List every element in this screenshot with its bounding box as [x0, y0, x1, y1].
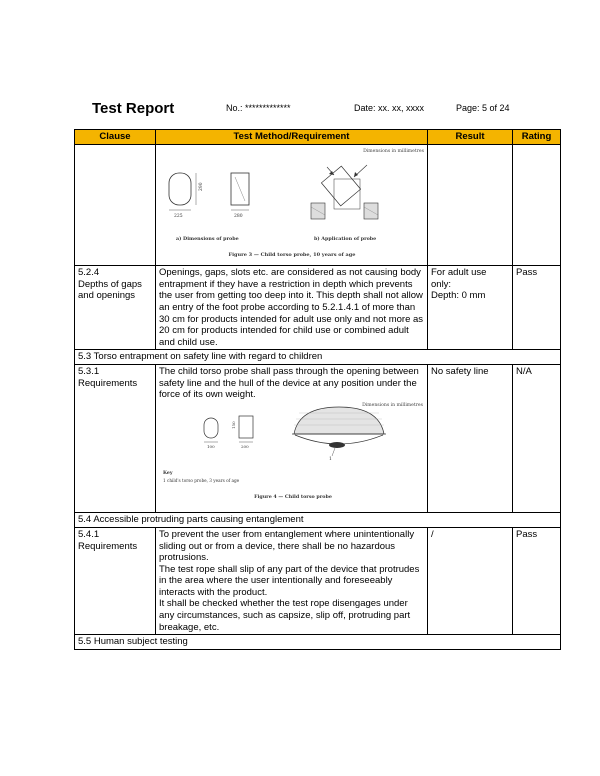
figure3-note: Dimensions in millimetres — [363, 148, 424, 154]
figure4-callout: 1 — [329, 456, 332, 462]
col-result: Result — [428, 130, 513, 145]
requirement-text: Openings, gaps, slots etc. are considered as not causing body entrapment if they have a restriction in depth which prevents the user from getting too deep into it. This depth shall not allow an entry of the foot probe according to 5.2.1.4.1 of more than 30 cm for products intended for adult use only and not more as 20 cm for products intended for child use or combined adult and child use. — [156, 266, 428, 350]
clause-number: 5.2.4 — [78, 267, 100, 279]
result: / — [428, 527, 513, 634]
report-header — [0, 100, 600, 120]
figure4-key-title: Key — [163, 470, 173, 476]
table-row-5-2-4 — [75, 266, 561, 350]
section-row-5-5 — [75, 635, 561, 650]
figure4-child-torso-probe — [159, 401, 427, 509]
report-title: Test Report — [92, 100, 175, 117]
clause-number: 5.3.1 — [78, 365, 100, 377]
figure4-key-item: 1 child's torso probe, 3 years of age — [163, 477, 240, 483]
requirement-paragraph-2: The test rope shall slip of any part of the device that protrudes in the area where the user intentionally and foreseeably interacts with the product. — [159, 563, 420, 598]
result-line-1: For adult use only: — [431, 267, 487, 290]
clause-name: Depths of gaps and openings — [78, 278, 142, 302]
result-line-2: Depth: 0 mm — [431, 290, 486, 302]
table-header-row — [75, 130, 561, 145]
rating: N/A — [513, 364, 561, 512]
section-row-5-3 — [75, 350, 561, 365]
section-row-5-4 — [75, 513, 561, 528]
test-report-table — [74, 129, 561, 650]
rating: Pass — [513, 527, 561, 634]
figure4-dim-width-1: 100 — [207, 443, 215, 449]
figure3-row — [75, 144, 561, 266]
section-title: 5.5 Human subject testing — [75, 635, 561, 650]
figure3-dim-height: 290 — [199, 182, 204, 191]
clause-name: Requirements — [78, 377, 138, 389]
figure3-sublabel-a: a) Dimensions of probe — [176, 235, 239, 242]
figure4-dim-width-2: 200 — [241, 443, 249, 449]
page-indicator: Page: 5 of 24 — [456, 103, 510, 113]
requirement-paragraph-3: It shall be checked whether the test rope disengages under any circumstances, such as capsize, slip off, protruding part breakage, etc. — [159, 598, 411, 633]
requirement-text: The child torso probe shall pass through the opening between safety line and the hull of the device at any position under the force of its own weight. — [159, 365, 419, 401]
col-rating: Rating — [513, 130, 561, 145]
result: No safety line — [428, 364, 513, 512]
col-clause: Clause — [75, 130, 156, 145]
figure3-dim-width-1: 225 — [174, 213, 183, 219]
report-number: No.: ************* — [226, 103, 291, 113]
clause-name: Requirements — [78, 540, 138, 552]
figure3-dim-width-2: 280 — [234, 213, 243, 219]
figure3-sublabel-b: b) Application of probe — [314, 235, 377, 242]
section-title: 5.4 Accessible protruding parts causing entanglement — [75, 513, 561, 528]
table-row-5-4-1 — [75, 527, 561, 634]
rating: Pass — [513, 266, 561, 350]
col-requirement: Test Method/Requirement — [156, 130, 428, 145]
report-date: Date: xx. xx, xxxx — [354, 103, 425, 113]
figure4-dim-height: 150 — [231, 421, 236, 429]
table-row-5-3-1 — [75, 364, 561, 512]
clause-number: 5.4.1 — [78, 528, 100, 540]
requirement-paragraph-1: To prevent the user from entanglement where unintentionally sliding out or from a device, there shall be no hazardous protrusions. — [159, 528, 415, 564]
figure4-caption: Figure 4 — Child torso probe — [254, 493, 332, 500]
section-title: 5.3 Torso entrapment on safety line with regard to children — [75, 350, 561, 365]
figure3-child-torso-probe — [156, 145, 428, 262]
figure3-caption: Figure 3 — Child torso probe, 10 years of age — [228, 251, 356, 258]
figure4-note: Dimensions in millimetres — [362, 402, 423, 408]
